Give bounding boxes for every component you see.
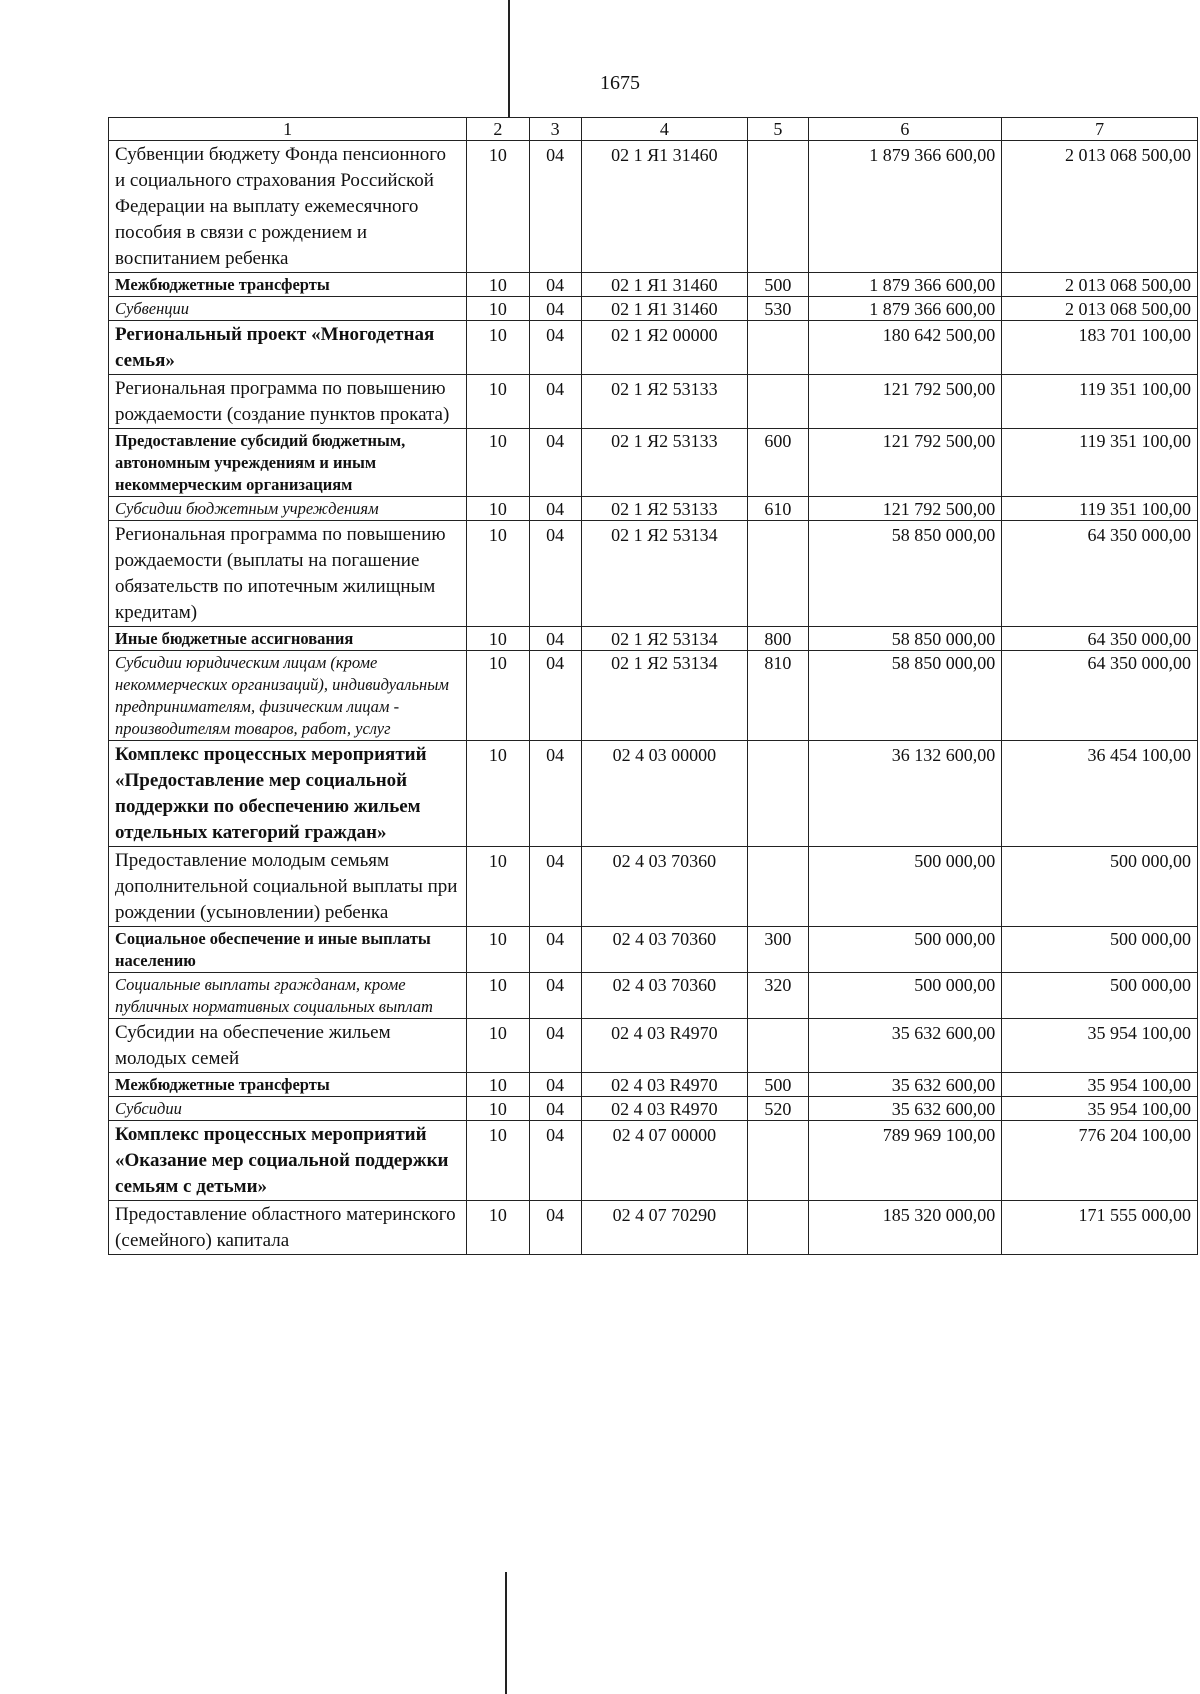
row-amount-year2-cell: 500 000,00 (1002, 847, 1198, 927)
row-amount-year2-cell: 119 351 100,00 (1002, 497, 1198, 521)
row-subsection-cell: 04 (529, 1097, 581, 1121)
row-amount-year2-cell: 119 351 100,00 (1002, 375, 1198, 429)
row-section-cell: 10 (467, 1121, 529, 1201)
row-amount-year1-cell: 58 850 000,00 (808, 521, 1002, 627)
table-row (109, 497, 1198, 521)
row-amount-year1-cell: 35 632 600,00 (808, 1019, 1002, 1073)
row-amount-year1-cell: 789 969 100,00 (808, 1121, 1002, 1201)
row-code-cell: 02 4 07 70290 (581, 1201, 748, 1255)
table-row (109, 651, 1198, 741)
row-name-cell: Социальное обеспечение и иные выплаты населению (109, 927, 467, 973)
row-amount-year2-cell: 500 000,00 (1002, 927, 1198, 973)
row-code-cell: 02 1 Я2 53133 (581, 375, 748, 429)
table-row (109, 141, 1198, 273)
column-header: 6 (808, 118, 1002, 141)
row-amount-year1-cell: 36 132 600,00 (808, 741, 1002, 847)
row-name-cell: Предоставление молодым семьям дополнительной социальной выплаты при рождении (усыновлении) ребенка (109, 847, 467, 927)
row-subsection-cell: 04 (529, 141, 581, 273)
column-header: 3 (529, 118, 581, 141)
table-row (109, 273, 1198, 297)
row-amount-year2-cell: 183 701 100,00 (1002, 321, 1198, 375)
row-name-cell: Предоставление областного материнского (семейного) капитала (109, 1201, 467, 1255)
row-code-cell: 02 1 Я2 00000 (581, 321, 748, 375)
row-type-cell: 530 (748, 297, 808, 321)
row-section-cell: 10 (467, 741, 529, 847)
row-subsection-cell: 04 (529, 1019, 581, 1073)
column-header: 1 (109, 118, 467, 141)
row-name-cell: Межбюджетные трансферты (109, 273, 467, 297)
row-subsection-cell: 04 (529, 497, 581, 521)
row-code-cell: 02 1 Я2 53133 (581, 429, 748, 497)
row-code-cell: 02 4 03 00000 (581, 741, 748, 847)
row-subsection-cell: 04 (529, 741, 581, 847)
row-amount-year2-cell: 119 351 100,00 (1002, 429, 1198, 497)
row-amount-year2-cell: 35 954 100,00 (1002, 1097, 1198, 1121)
row-type-cell (748, 1201, 808, 1255)
row-amount-year2-cell: 64 350 000,00 (1002, 651, 1198, 741)
row-section-cell: 10 (467, 651, 529, 741)
row-amount-year1-cell: 180 642 500,00 (808, 321, 1002, 375)
row-section-cell: 10 (467, 627, 529, 651)
row-section-cell: 10 (467, 927, 529, 973)
row-amount-year2-cell: 35 954 100,00 (1002, 1073, 1198, 1097)
row-amount-year1-cell: 1 879 366 600,00 (808, 297, 1002, 321)
table-row (109, 1201, 1198, 1255)
row-code-cell: 02 4 03 70360 (581, 927, 748, 973)
row-section-cell: 10 (467, 297, 529, 321)
row-code-cell: 02 1 Я2 53134 (581, 627, 748, 651)
row-subsection-cell: 04 (529, 297, 581, 321)
table-row (109, 375, 1198, 429)
row-type-cell (748, 521, 808, 627)
row-section-cell: 10 (467, 375, 529, 429)
table-row (109, 521, 1198, 627)
row-subsection-cell: 04 (529, 375, 581, 429)
row-amount-year2-cell: 776 204 100,00 (1002, 1121, 1198, 1201)
row-amount-year2-cell: 36 454 100,00 (1002, 741, 1198, 847)
row-name-cell: Субсидии бюджетным учреждениям (109, 497, 467, 521)
row-subsection-cell: 04 (529, 321, 581, 375)
budget-table (108, 117, 1198, 1255)
row-subsection-cell: 04 (529, 973, 581, 1019)
table-row (109, 973, 1198, 1019)
row-section-cell: 10 (467, 321, 529, 375)
row-amount-year1-cell: 121 792 500,00 (808, 375, 1002, 429)
table-row (109, 429, 1198, 497)
row-section-cell: 10 (467, 1019, 529, 1073)
row-section-cell: 10 (467, 1097, 529, 1121)
row-subsection-cell: 04 (529, 429, 581, 497)
table-row (109, 321, 1198, 375)
table-row (109, 1121, 1198, 1201)
row-amount-year1-cell: 500 000,00 (808, 847, 1002, 927)
row-name-cell: Региональный проект «Многодетная семья» (109, 321, 467, 375)
row-amount-year1-cell: 58 850 000,00 (808, 651, 1002, 741)
row-amount-year1-cell: 58 850 000,00 (808, 627, 1002, 651)
row-section-cell: 10 (467, 521, 529, 627)
row-name-cell: Субсидии на обеспечение жильем молодых семей (109, 1019, 467, 1073)
table-header-row (109, 118, 1198, 141)
table-row (109, 627, 1198, 651)
row-name-cell: Предоставление субсидий бюджетным, автономным учреждениям и иным некоммерческим организациям (109, 429, 467, 497)
row-code-cell: 02 4 07 00000 (581, 1121, 748, 1201)
row-type-cell: 320 (748, 973, 808, 1019)
row-subsection-cell: 04 (529, 847, 581, 927)
row-code-cell: 02 1 Я2 53134 (581, 651, 748, 741)
row-section-cell: 10 (467, 497, 529, 521)
row-name-cell: Субвенции бюджету Фонда пенсионного и социального страхования Российской Федерации на выплату ежемесячного пособия в связи с рождением и воспитанием ребенка (109, 141, 467, 273)
row-name-cell: Региональная программа по повышению рождаемости (выплаты на погашение обязательств по ипотечным жилищным кредитам) (109, 521, 467, 627)
row-code-cell: 02 1 Я1 31460 (581, 273, 748, 297)
row-section-cell: 10 (467, 847, 529, 927)
row-section-cell: 10 (467, 1201, 529, 1255)
row-code-cell: 02 4 03 70360 (581, 973, 748, 1019)
row-amount-year1-cell: 35 632 600,00 (808, 1073, 1002, 1097)
column-header: 4 (581, 118, 748, 141)
row-amount-year2-cell: 2 013 068 500,00 (1002, 297, 1198, 321)
row-subsection-cell: 04 (529, 927, 581, 973)
row-amount-year1-cell: 121 792 500,00 (808, 497, 1002, 521)
row-code-cell: 02 4 03 R4970 (581, 1097, 748, 1121)
row-subsection-cell: 04 (529, 651, 581, 741)
row-code-cell: 02 4 03 R4970 (581, 1073, 748, 1097)
row-type-cell (748, 375, 808, 429)
row-section-cell: 10 (467, 273, 529, 297)
row-amount-year2-cell: 64 350 000,00 (1002, 521, 1198, 627)
table-row (109, 741, 1198, 847)
row-amount-year1-cell: 1 879 366 600,00 (808, 273, 1002, 297)
row-subsection-cell: 04 (529, 1073, 581, 1097)
row-name-cell: Субсидии (109, 1097, 467, 1121)
row-subsection-cell: 04 (529, 521, 581, 627)
row-name-cell: Иные бюджетные ассигнования (109, 627, 467, 651)
table-row (109, 927, 1198, 973)
row-amount-year2-cell: 2 013 068 500,00 (1002, 141, 1198, 273)
row-section-cell: 10 (467, 973, 529, 1019)
table-row (109, 1097, 1198, 1121)
row-type-cell (748, 321, 808, 375)
row-type-cell: 810 (748, 651, 808, 741)
row-amount-year2-cell: 35 954 100,00 (1002, 1019, 1198, 1073)
row-subsection-cell: 04 (529, 1121, 581, 1201)
row-type-cell (748, 741, 808, 847)
row-code-cell: 02 1 Я1 31460 (581, 297, 748, 321)
row-subsection-cell: 04 (529, 273, 581, 297)
row-amount-year1-cell: 500 000,00 (808, 927, 1002, 973)
scan-fold-line-top (508, 0, 510, 117)
table-body (109, 141, 1198, 1255)
row-subsection-cell: 04 (529, 1201, 581, 1255)
column-header: 7 (1002, 118, 1198, 141)
row-section-cell: 10 (467, 141, 529, 273)
row-type-cell: 600 (748, 429, 808, 497)
row-amount-year2-cell: 500 000,00 (1002, 973, 1198, 1019)
row-section-cell: 10 (467, 429, 529, 497)
table-row (109, 1019, 1198, 1073)
row-name-cell: Субсидии юридическим лицам (кроме некоммерческих организаций), индивидуальным предпринимателям, физическим лицам - производителям товаров, работ, услуг (109, 651, 467, 741)
row-amount-year1-cell: 185 320 000,00 (808, 1201, 1002, 1255)
row-code-cell: 02 1 Я1 31460 (581, 141, 748, 273)
row-type-cell (748, 141, 808, 273)
row-amount-year1-cell: 1 879 366 600,00 (808, 141, 1002, 273)
row-amount-year1-cell: 121 792 500,00 (808, 429, 1002, 497)
row-name-cell: Субвенции (109, 297, 467, 321)
page-number: 1675 (600, 72, 640, 94)
row-amount-year1-cell: 35 632 600,00 (808, 1097, 1002, 1121)
row-type-cell: 800 (748, 627, 808, 651)
row-subsection-cell: 04 (529, 627, 581, 651)
table-row (109, 1073, 1198, 1097)
row-name-cell: Региональная программа по повышению рождаемости (создание пунктов проката) (109, 375, 467, 429)
row-amount-year2-cell: 2 013 068 500,00 (1002, 273, 1198, 297)
column-header: 5 (748, 118, 808, 141)
row-amount-year2-cell: 171 555 000,00 (1002, 1201, 1198, 1255)
row-code-cell: 02 4 03 70360 (581, 847, 748, 927)
row-type-cell (748, 847, 808, 927)
row-code-cell: 02 1 Я2 53134 (581, 521, 748, 627)
row-type-cell: 520 (748, 1097, 808, 1121)
row-type-cell: 500 (748, 273, 808, 297)
row-section-cell: 10 (467, 1073, 529, 1097)
column-header: 2 (467, 118, 529, 141)
row-name-cell: Комплекс процессных мероприятий «Оказание мер социальной поддержки семьям с детьми» (109, 1121, 467, 1201)
row-name-cell: Комплекс процессных мероприятий «Предоставление мер социальной поддержки по обеспечению жильем отдельных категорий граждан» (109, 741, 467, 847)
row-code-cell: 02 4 03 R4970 (581, 1019, 748, 1073)
row-code-cell: 02 1 Я2 53133 (581, 497, 748, 521)
row-type-cell: 500 (748, 1073, 808, 1097)
row-type-cell (748, 1019, 808, 1073)
scan-fold-line-bottom (505, 1572, 507, 1694)
row-name-cell: Межбюджетные трансферты (109, 1073, 467, 1097)
row-amount-year2-cell: 64 350 000,00 (1002, 627, 1198, 651)
row-type-cell (748, 1121, 808, 1201)
row-amount-year1-cell: 500 000,00 (808, 973, 1002, 1019)
table-row (109, 847, 1198, 927)
table-row (109, 297, 1198, 321)
row-type-cell: 300 (748, 927, 808, 973)
row-type-cell: 610 (748, 497, 808, 521)
row-name-cell: Социальные выплаты гражданам, кроме публичных нормативных социальных выплат (109, 973, 467, 1019)
